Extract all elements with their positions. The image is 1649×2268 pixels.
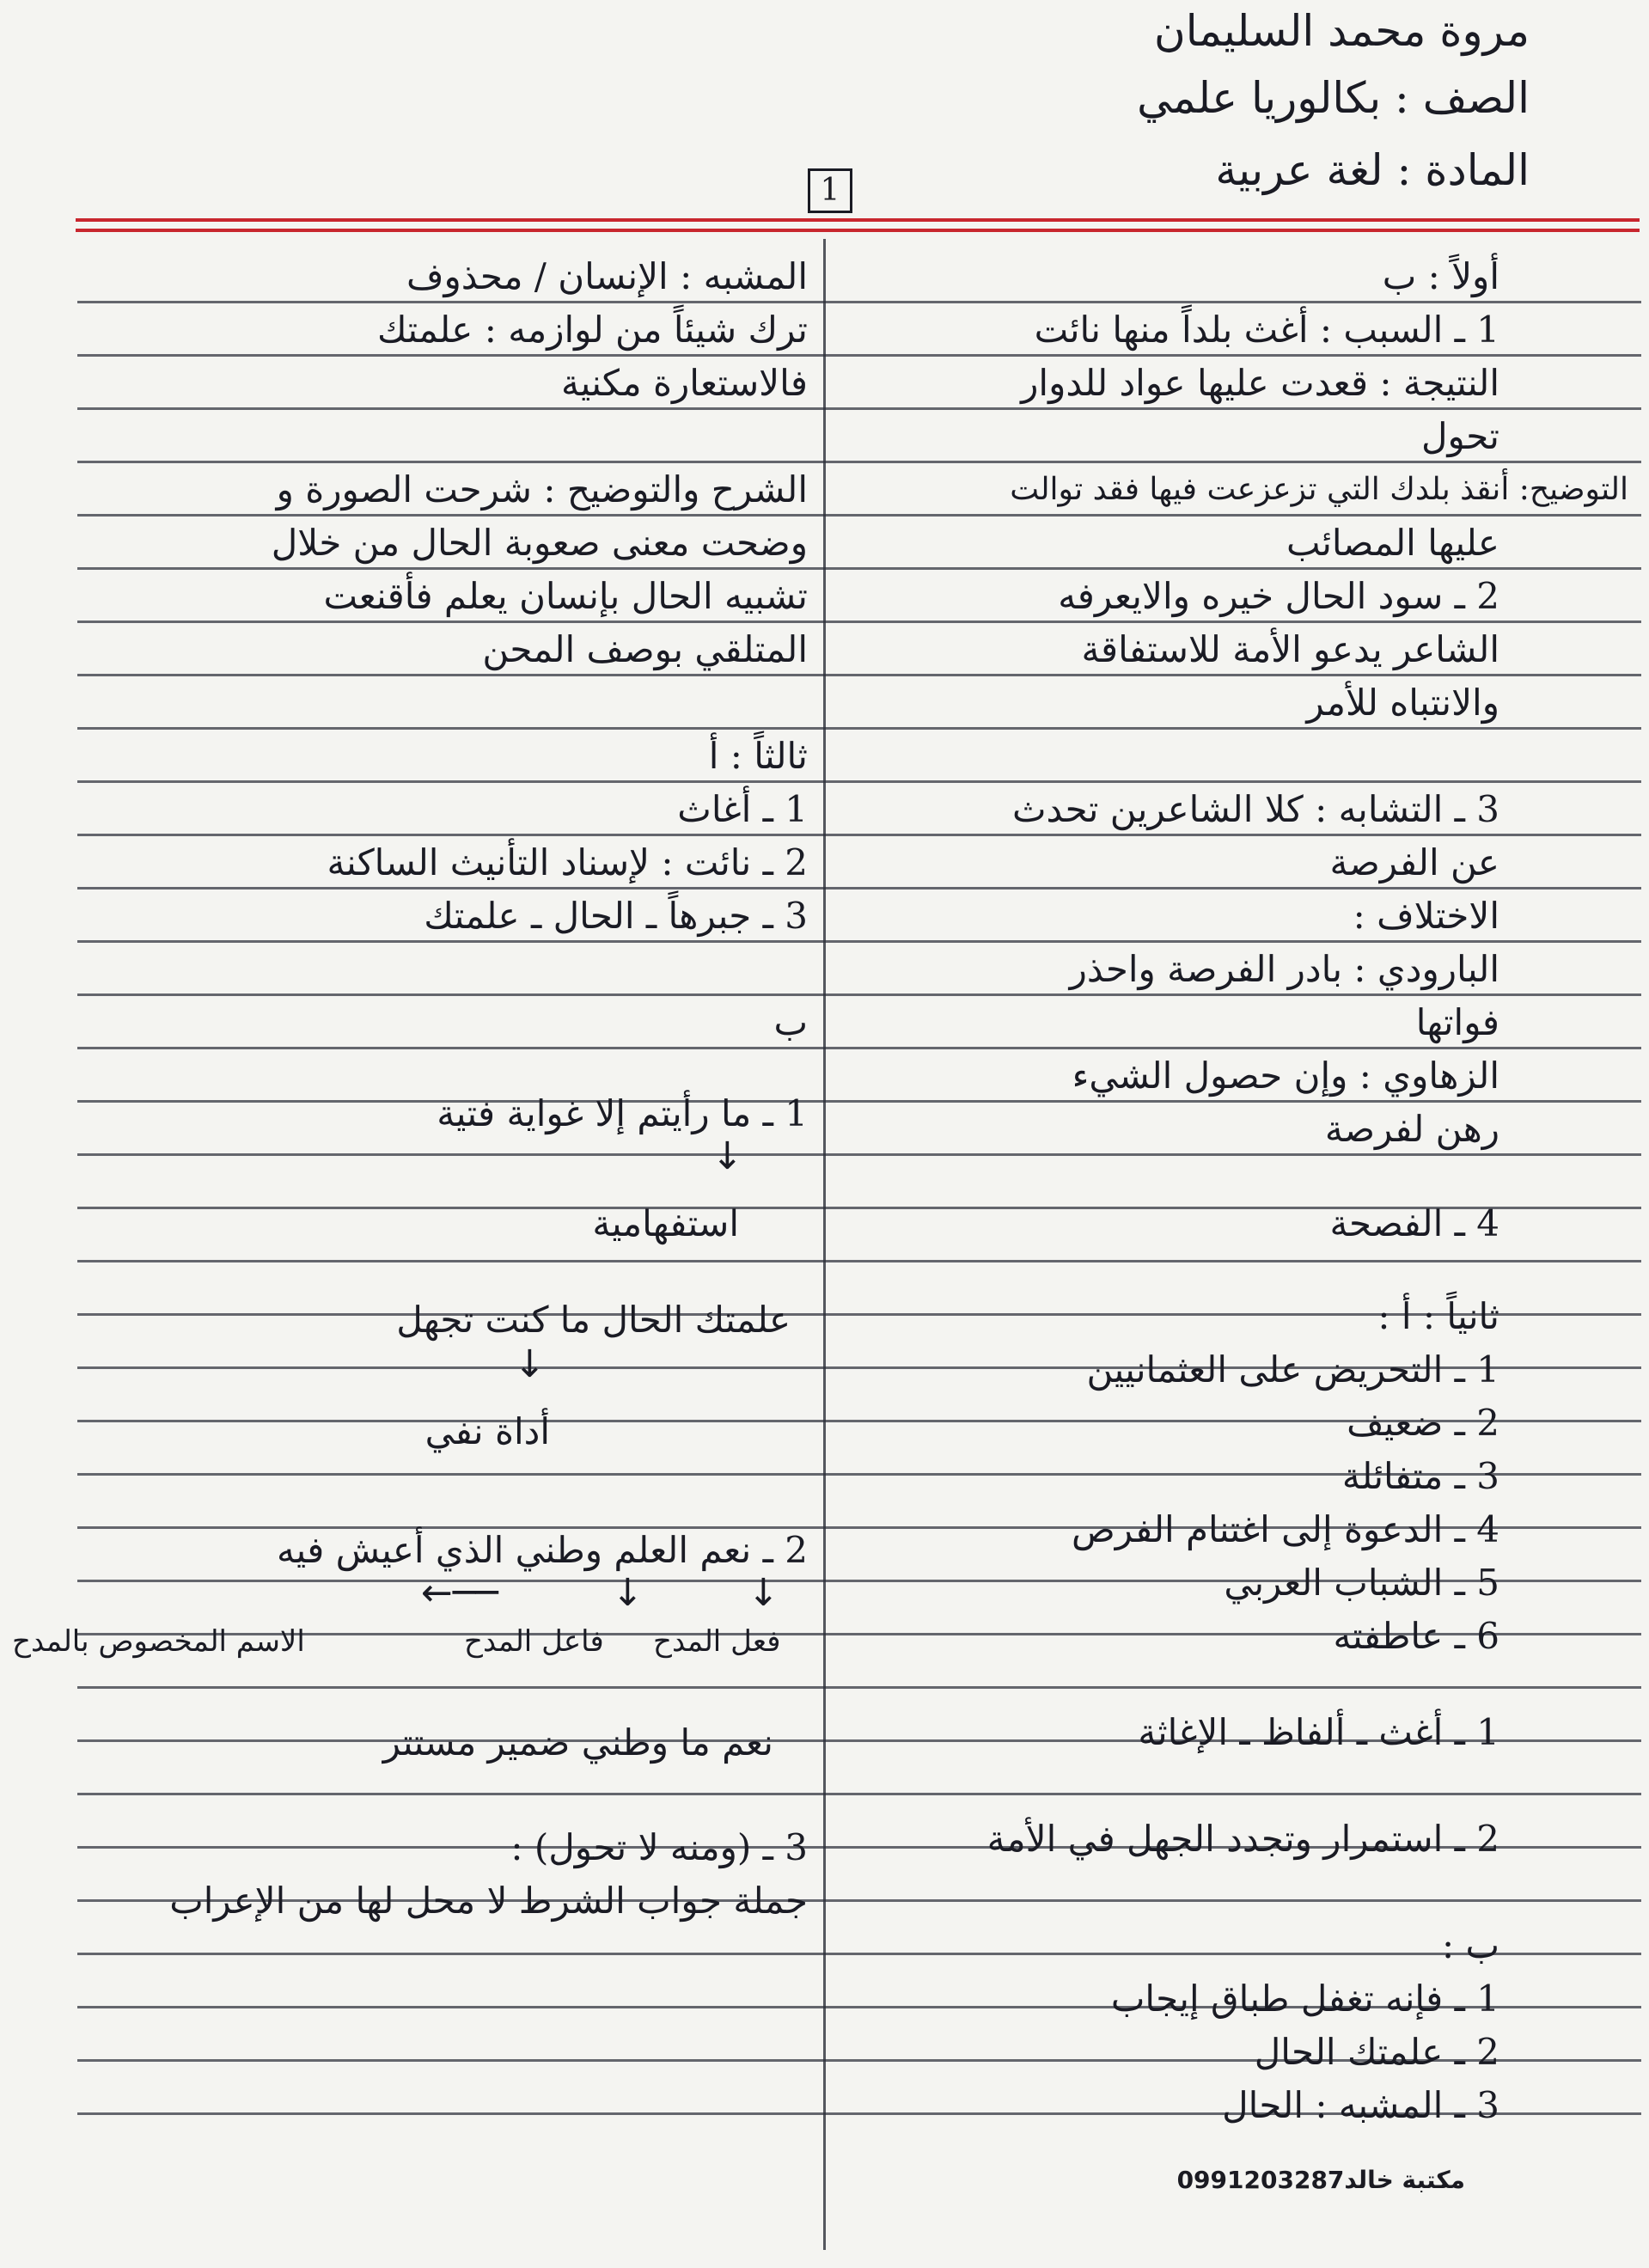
grammar-label-verb: فعل المدح bbox=[653, 1624, 781, 1659]
left-line: نعم ما وطني ضمير مستتر bbox=[382, 1721, 773, 1764]
down-arrow-icon: ↓ bbox=[514, 1342, 546, 1386]
left-line: استفهامية bbox=[592, 1202, 739, 1244]
right-line: 2 ـ استمرار وتجدد الجهل في الأمة bbox=[986, 1818, 1499, 1860]
shop-phone: 0991203287 bbox=[1176, 2166, 1345, 2194]
left-line: ب bbox=[773, 1001, 808, 1043]
left-line: المشبه : الإنسان / محذوف bbox=[406, 255, 808, 297]
right-line: رهن لفرصة bbox=[1324, 1108, 1499, 1150]
column-divider bbox=[823, 239, 826, 2250]
right-line: الزهاوي : وإن حصول الشيء bbox=[1072, 1055, 1499, 1097]
right-line: أولاً : ب bbox=[1382, 255, 1499, 297]
left-line: فالاستعارة مكنية bbox=[561, 362, 808, 404]
right-line: 4 ـ الدعوة إلى اغتنام الفرص bbox=[1072, 1508, 1499, 1550]
grammar-label-praised: الاسم المخصوص بالمدح bbox=[12, 1624, 305, 1659]
right-line: 3 ـ المشبه : الحال bbox=[1222, 2084, 1499, 2126]
margin-rule-bottom bbox=[76, 229, 1640, 232]
right-line: فواتها bbox=[1415, 1001, 1499, 1043]
right-line: ب : bbox=[1441, 1924, 1499, 1966]
right-line: 4 ـ الفصحة bbox=[1329, 1202, 1499, 1244]
right-line: 1 ـ السبب : أغث بلداً منها نائت bbox=[1034, 309, 1499, 351]
down-arrow-icon: ↓ bbox=[748, 1571, 779, 1615]
grammar-label-subject: فاعل المدح bbox=[464, 1624, 604, 1659]
left-line: 2 ـ نعم العلم وطني الذي أعيش فيه bbox=[277, 1529, 808, 1571]
left-line: الشرح والتوضيح : شرحت الصورة و bbox=[276, 468, 808, 510]
margin-rule-top bbox=[76, 218, 1640, 222]
left-line: المتلقي بوصف المحن bbox=[482, 628, 808, 670]
left-line: وضحت معنى صعوبة الحال من خلال bbox=[271, 522, 808, 564]
page-number-box: 1 bbox=[808, 168, 852, 213]
right-line: تحول bbox=[1420, 415, 1499, 457]
right-line: 2 ـ علمتك الحال bbox=[1254, 2031, 1499, 2073]
subject-label: المادة : لغة عربية bbox=[1215, 145, 1530, 195]
right-line: التوضيح: أنقذ بلدك التي تزعزعت فيها فقد توالت bbox=[1010, 472, 1628, 507]
left-line: 1 ـ أغاث bbox=[677, 788, 808, 830]
right-line: 3 ـ التشابه : كلا الشاعرين تحدث bbox=[1012, 788, 1499, 830]
down-arrow-icon: ↓ bbox=[612, 1571, 644, 1615]
left-line: أداة نفي bbox=[424, 1410, 550, 1452]
right-line: 5 ـ الشباب العربي bbox=[1224, 1562, 1499, 1604]
student-name: مروة محمد السليمان bbox=[1154, 6, 1530, 56]
left-line: 2 ـ نائت : لإسناد التأنيث الساكنة bbox=[327, 841, 808, 883]
left-line: 3 ـ (ومنه لا تحول) : bbox=[510, 1826, 808, 1868]
right-line: 6 ـ عاطفته bbox=[1333, 1615, 1499, 1657]
right-line: 2 ـ سود الحال خيره والايعرفه bbox=[1058, 575, 1499, 617]
left-line: جملة جواب الشرط لا محل لها من الإعراب bbox=[169, 1880, 808, 1922]
left-line: تشبيه الحال بإنسان يعلم فأقنعت bbox=[323, 575, 808, 617]
left-line: ثالثاً : أ bbox=[708, 735, 808, 777]
right-line: عليها المصائب bbox=[1286, 522, 1499, 564]
grade-label: الصف : بكالوريا علمي bbox=[1137, 73, 1530, 123]
right-line: والانتباه للأمر bbox=[1306, 682, 1499, 724]
right-line: 3 ـ متفائلة bbox=[1341, 1455, 1499, 1497]
right-line: البارودي : بادر الفرصة واحذر bbox=[1069, 948, 1499, 990]
left-arrow-icon: ←── bbox=[421, 1571, 498, 1615]
left-line: 1 ـ ما رأيتم إلا غواية فتية bbox=[437, 1092, 808, 1134]
left-line: علمتك الحال ما كنت تجهل bbox=[396, 1299, 791, 1341]
right-line: 1 ـ أغث ـ ألفاظ ـ الإغاثة bbox=[1138, 1711, 1499, 1753]
right-line: 1 ـ فإنه تغفل طباق إيجاب bbox=[1110, 1978, 1499, 2020]
right-line: ثانياً : أ : bbox=[1377, 1295, 1499, 1337]
shop-stamp bbox=[1173, 2166, 1465, 2194]
left-line: 3 ـ جبرهاً ـ الحال ـ علمتك bbox=[424, 895, 808, 937]
right-line: 2 ـ ضعيف bbox=[1347, 1402, 1499, 1444]
left-line: ترك شيئاً من لوازمه : علمتك bbox=[377, 309, 808, 351]
down-arrow-icon: ↓ bbox=[712, 1134, 743, 1178]
right-line: 1 ـ التحريض على العثمانيين bbox=[1086, 1348, 1499, 1391]
right-line: الشاعر يدعو الأمة للاستفاقة bbox=[1081, 628, 1499, 670]
shop-name: مكتبة خالد bbox=[1344, 2166, 1465, 2194]
right-line: الاختلاف : bbox=[1353, 895, 1499, 937]
right-line: عن الفرصة bbox=[1329, 841, 1499, 883]
right-line: النتيجة : قعدت عليها عواد للدوار bbox=[1021, 362, 1499, 404]
